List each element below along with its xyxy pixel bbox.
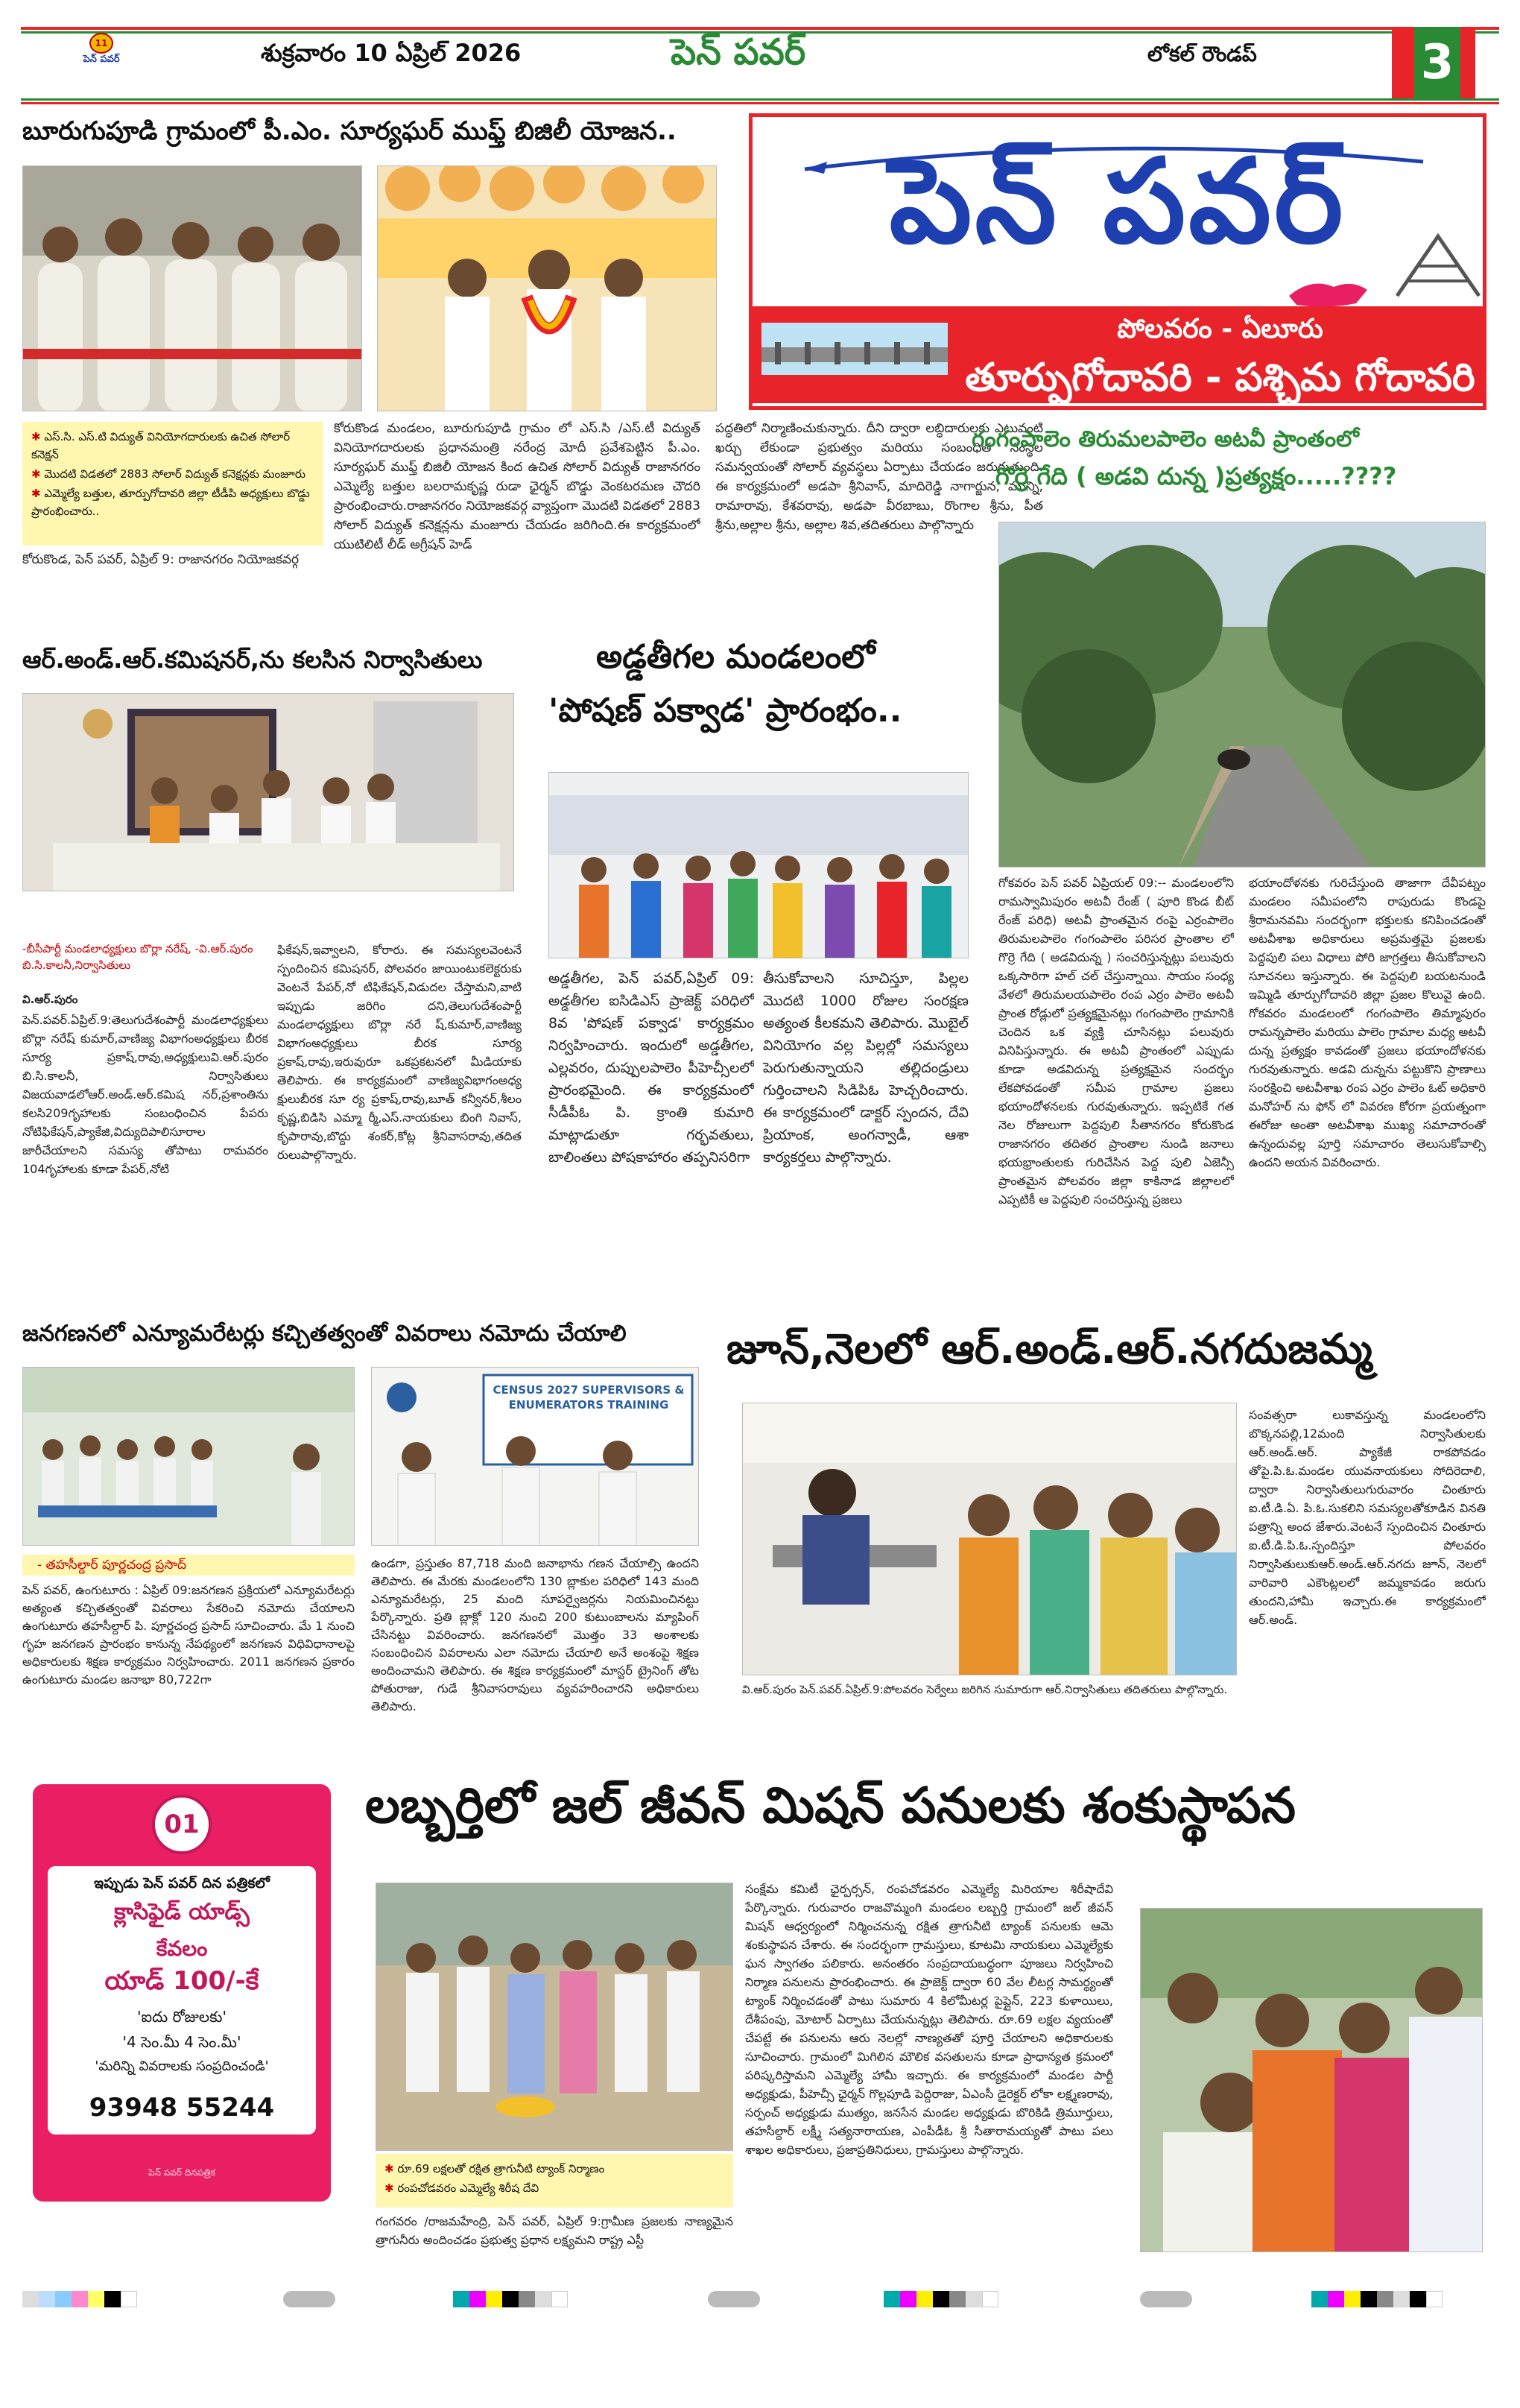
story7-bullet: ✱ రంపచోడవరం ఎమ్మెల్యే శిరీష దేవి [384, 2179, 724, 2197]
story1-col3: పద్ధతిలో నిర్మాణించుకున్నారు. దీని ద్వారా లబ్ధిదారులకు ఎటువంటి ఖర్చు లేకుండా ప్రభుత్వం మరియు సంబంధిత సంస్థల సమన్వయంతో సోలార్ వ్యవస్థలు ఏర్పాటు చేయడం జరుగుతుంది. ఈ కార్యక్రమంలో అడపా శ్రీనివాస్, మాదిరెడ్డి నాగార్జున, మున్ని, రామారావు, కేశవరావు, అడపా వీరబాబు, రొంగాల శ్రీను, పీత శ్రీను,అల్లాల శ్రీను, అల్లాల శివ,తదితరులు పాల్గొన్నారు [715, 421, 1043, 533]
story7-bullet: ✱ రూ.69 లక్షలతో రక్షిత త్రాగునీటి ట్యాంక్ నిర్మాణం [384, 2160, 724, 2178]
ad-footer: పెన్ పవర్ దినపత్రిక [148, 2167, 215, 2178]
logo-text: పెన్ పవర్ [83, 54, 120, 65]
color-bar-3 [884, 2291, 998, 2307]
masthead-box [749, 113, 1486, 410]
ad-line2: క్లాసిఫైడ్ యాడ్స్ [114, 1899, 250, 1925]
story1-bullets [22, 422, 323, 546]
story6-headline: జూన్,నెలలో ఆర్.అండ్.ఆర్.నగదుజమ్మ [726, 1325, 1372, 1374]
story4-headline1: గంగంపాలెం తిరుమలపాలెం అటవీ ప్రాంతంలో [972, 426, 1359, 452]
header-bottom-red [21, 102, 1499, 104]
story4-headline2: గొర్రె గేది ( అడవి దున్న )ప్రత్యక్షం.....???? [995, 462, 1397, 490]
story6-col1: సంవత్సరా లుకావస్తున్న మండలంలోని బొక్కనపల్లి,12మంది నిర్వాసితులకు ఆర్.అండ్.ఆర్. ప్యాకేజీ రాకపోవడం తోపై.పి.ఓ.మండల యువనాయకులు సోదిరెదాలి, ద్వారా నిర్వాసితులుగురువారం చింతూరు ఐ.టీ.డి.ఏ. పి.ఓ.సుకలిని సమస్యలతోకూడిన వినతి పత్రాన్ని అంద జేశారు.వెంటనే స్పందించిన చింతూరు ఐ.టీ.డి.పి.ఓ.స్పందిస్తూ పోలవరం నిర్వాసితులుకుఆర్.అండ్.ఆర్.నగదు జూన్, నెలలో వారివారి ఎకౌంట్లలలో జమ్మకావడం జరుగు తుందని,హామీ ఇచ్చారు.ఈ కార్యక్రమంలో ఆర్.అండ్. [1249, 1408, 1486, 1627]
ad-line6: '4 సెం.మీ 4 సెం.మీ' [122, 2033, 241, 2051]
story2-photo-office [22, 693, 514, 891]
story7-col1: గంగవరం /రాజమహేంద్రి, పెన్ పవర్, ఏప్రిల్ 9:గ్రామీణ ప్రజలకు నాణ్యమైన త్రాగునీరు అందించడం ప్రభుత్వ ప్రధాన లక్ష్యమని రాష్ట్ర ఎస్టీ [376, 2214, 733, 2247]
story7-col2: సంక్షేమ కమిటీ ఛైర్పర్సన్, రంపచోడవరం ఎమ్మెల్యే మిరియాల శిరీషాదేవి పేర్కొన్నారు. గురువారం రాజవొమ్మంగి మండలం లబ్బర్తి గ్రామంలో జల్ జీవన్ మిషన్ ఆధ్వర్యంలో నిర్మించనున్న రక్షిత త్రాగునీటి ట్యాంక్ పనులకు ఆమె శంకుస్థాపన చేశారు. ఈ సందర్భంగా గ్రామస్తులు, కూటమి నాయకులు ఎమ్మెల్యేకు ఘన స్వాగతం పలికారు. అనంతరం సంప్రదాయబద్ధంగా పూజలు నిర్వహించి నిర్మాణ పనులను ప్రారంభించారు. ఈ ప్రాజెక్ట్ ద్వారా 60 వేల లీటర్ల సామర్థ్యంతో ట్యాంక్ నిర్మించడంతో పాటు సుమారు 4 కిలోమీటర్ల పైప్లైన్, 223 కుళాయిలు, దేశీపంపు, మోటార్ ఏర్పాటు చేయనున్నట్లు తెలిపారు. రూ.69 లక్షల వ్యయంతో చేపట్టే ఈ పనులను ఆరు నెలల్లో నాణ్యతతో పూర్తి చేయాలని అధికారులకు సూచించారు. గ్రామంలో మిగిలిన మౌలిక వసతులను కూడా ప్రాధాన్యత క్రమంలో పరిష్కరిస్తామని ఎమ్మెల్యే హామీ ఇచ్చారు. ఈ కార్యక్రమంలో మండల పార్టీ అధ్యక్షుడు, పీహెచ్సీ ఛైర్మన్ గొల్లపూడి పెద్దిరాజు, ఏఎంసీ డైరెక్టర్ లోకా లక్ష్మణరావు, సర్పంచ్ అధ్యక్షుడు ముత్యం, జనసేన మండల అధ్యక్షుడు బొరికిడి త్రిమూర్తులు, తహసీల్దార్ లక్ష్మీ సత్యనారాయణ, ఎంపీడీఓ శ్రీ సీతారామయ్యతో పాటు పలు శాఖల అధికారులు, ప్రజాప్రతినిధులు, గ్రామస్తులు పాల్గొన్నారు. [745, 1882, 1113, 2157]
ad-line1: ఇప్పుడు పెన్ పవర్ దిన పత్రికలో [94, 1875, 270, 1892]
section-label: లోకల్ రౌండప్ [1147, 42, 1257, 66]
story5-photo-training [371, 1367, 699, 1546]
story5-photo-hall [22, 1367, 355, 1546]
story3-photo [548, 772, 969, 958]
story2-headline: ఆర్.అండ్.ఆర్.కమిషనర్,ను కలసిన నిర్వాసితులు [22, 645, 483, 674]
polavaram-dam-icon [753, 306, 957, 403]
ad-line7: 'మరిన్ని వివరాలకు సంప్రదించండి' [95, 2058, 269, 2074]
ad-line3: కేవలం [156, 1936, 208, 1961]
story5-col2: ఉండగా, ప్రస్తుతం 87,718 మంది జనాభాను గణన చేయాల్సి ఉందని తెలిపారు. ఈ మేరకు మండలంలోని 130 బ్లాకుల పరిధిలో 143 మంది ఎన్యూమరేటర్లు, 25 మంది సూపర్వైజర్లను నియమించినట్టు పేర్కొన్నారు. ప్రతి బ్లాక్లో 120 నుంచి 200 కుటుంబాలను మ్యాపింగ్ చేసినట్టు వివరించారు. జనగణనలో మొత్తం 33 అంశాలకు సంబంధించిన వివరాలను ఎలా నమోదు చేయాలి అనే అంశంపై శిక్షణ అందించామని తెలిపారు. ఈ శిక్షణ కార్యక్రమంలో మాస్టర్ ట్రైనింగ్ తోట పోతురాజు, గుడే శ్రీనివాసరావులు వ్యవహరించారని అధికారులు తెలిపారు. [371, 1556, 699, 1713]
gray-bar-2 [708, 2291, 760, 2310]
story7-bullets [376, 2154, 733, 2208]
ad-line4: యాడ్ 100/-కే [104, 1966, 259, 1996]
story3-headline1: అడ్డతీగల మండలంలో [596, 638, 875, 676]
state-map-icon [1282, 274, 1371, 311]
story2-col2: ఫికేషన్,ఇవ్వాలని, కోరారు. ఈ సమస్యలవెంటనే స్పందించిన కమిషనర్, పోలవరం జాయింటుకలెక్టరుకు వెంటనే పేపర్,నో టిఫికేషన్,విడుదల చేస్తామని,వాటి ఇప్పుడు జరిగిం దని,తెలుగుదేశంపార్టీ మండలాధ్యక్షులు బొర్లా నరే ష్,కుమార్,వాణిజ్య విభాగంఅధ్యక్షులు బీరక సూర్య ప్రకాష్,రావు,ఇరువురూ ఒకప్రకటనలో మీడియాకు తెలిపారు. ఈ కార్యక్రమంలో వాణిజ్యవిభాగంఅధ్య క్షులుబీరక సూ ర్య ప్రకాష్,రావు,బూత్ కన్వీనర్,శీలం కృష్ణ,బిడిసి ఎమ్మా ర్మీ,ఎస్.నాయకులు బింగి నివాస్, కృపారావు,బొద్దు శంకర్,కోట్ల శ్రీనివాసరావు,తదిత రులుపాల్గొన్నారు. [277, 943, 522, 1162]
masthead-red-band-left [753, 306, 957, 403]
masthead-red-band [957, 306, 1483, 403]
story1-photo-ribbon [22, 165, 362, 411]
story5-headline: జనగణనలో ఎన్యూమరేటర్లు కచ్చితత్వంతో వివరాలు నమోదు చేయాలి [22, 1321, 627, 1347]
story7-photo-ceremony [376, 1883, 733, 2151]
story4-forest-photo [998, 522, 1486, 868]
masthead-line1: పోలవరం - ఏలూరు [1117, 314, 1323, 344]
masthead-title: పెన్ పవర్ [889, 133, 1346, 269]
classified-ad[interactable] [33, 1784, 331, 2202]
census-banner-text: CENSUS 2027 SUPERVISORS & ENUMERATORS TRAINING [493, 1383, 685, 1412]
story3-headline2: 'పోషణ్ పక్వాడ' ప్రారంభం.. [548, 692, 902, 730]
masthead-pen-stroke [797, 139, 1438, 184]
page-number: 3 [1414, 27, 1460, 98]
color-bar-2 [453, 2291, 568, 2307]
page-tab-bar-right [1460, 27, 1475, 98]
story2-caption2: వి.ఆర్.పురం [22, 993, 78, 1006]
story1-col2: కోరుకొండ మండలం, బూరుగుపూడి గ్రామం లో ఎస్.సి /ఎస్.టీ విద్యుత్ వినియోగదారులకు ప్రధానమంత్రి నరేంద్ర మోదీ ప్రవేశపెట్టిన పీ.ఎం. సూర్యఘర్ ముఫ్త్ బిజిలీ యోజన కింద ఉచిత సోలార్ విద్యుత్ రాజానగరం ఎమ్మెల్యే బత్తుల బలరామకృష్ణ రుడా ఛైర్మన్ బొడ్డు వెంకటరమణ చౌదరి ప్రారంభించారు.రాజానగరం నియోజకవర్గ వ్యాప్తంగా మొదటి విడతలో 2883 సోలార్ విద్యుత్ కనెక్షన్లను మంజూరు చేయడం జరిగింది.ఈ కార్యక్రమంలో యుటిలిటీ లీడ్ అగ్రీషన్ హెడ్ [334, 421, 700, 552]
story6-caption: వి.ఆర్.పురం పెన్.పవర్.ఏప్రిల్.9:పోలవరం సెర్వేలు జరిగిన సుమారుగా ఆర్.నిర్వాసితులు తదితరులు పాల్గొన్నారు. [742, 1683, 1228, 1696]
story5-col1: పెన్ పవర్, ఉంగుటూరు : ఏప్రిల్ 09:జనగణన ప్రక్రియలో ఎన్యూమరేటర్లు అత్యంత కచ్చితత్వంతో వివరాలు సేకరించి నమోదు చేయాలని ఉంగుటూరు తహసీల్దార్ పి. పూర్ణచంద్ర ప్రసాద్ సూచించారు. మే 1 నుంచి గృహ జనగణన ప్రారంభం కానున్న నేపథ్యంలో జనగణన విధివిధానాలపై అధికారులకు శిక్షణ కార్యక్రమం నిర్వహించారు. 2011 జనగణన ప్రకారం ఉంగుటూరు మండల జనాభా 80,722గా [22, 1583, 355, 1687]
story1-bullet: ✱ మొదటి విడతలో 2883 సోలార్ విద్యుత్ కనెక్షన్లకు మంజూరు [31, 465, 314, 483]
bridge-icon [1393, 229, 1483, 303]
color-bar-4 [1311, 2291, 1443, 2307]
gray-bar-3 [1140, 2291, 1192, 2310]
top-stripe-red [21, 27, 1499, 30]
header-bottom-green [21, 98, 1499, 101]
story3-col2: తీసుకోవాలని సూచిస్తూ, పిల్లల మొదటి 1000 రోజుల సంరక్షణ అత్యంత కీలకమని తెలిపారు. మొబైల్ వినియోగం వల్ల పిల్లల్లో సమస్యలు పెరుగుతున్నాయని తల్లిదండ్రులు గుర్తించాలని సిడిపిఓ హెచ్చరించారు. ఈ కార్యక్రమంలో డాక్టర్ స్పందన, దేవి ప్రియాంక, అంగన్వాడీ, ఆశా కార్యకర్తలు పాల్గొన్నారు. [763, 970, 969, 1166]
story1-bullet: ✱ ఎస్.సి. ఎస్.టి విద్యుత్ వినియోగదారులకు ఉచిత సోలార్ కనెక్షన్ [31, 428, 314, 464]
story4-col2: భయాందోళనకు గురిచేస్తుంది తాజాగా దేవీపట్నం మండలం సమీపంలోని రాపురుడు కొండపై శ్రీరామనవమి సందర్భంగా భక్తులకు కనిపించడంతో అటవీశాఖ అధికారులు అప్రమత్తమై ప్రజలకు పెద్దపులి పలు విధాలు పోరి జాగ్రత్తలు తీసుకోవాలని సూచనలు ఇస్తున్నారు. ఈ పెద్దపులి బయటనుండి ఇమ్మిడి తూర్పుగోదావరి జిల్లా ప్రజల కొలువై ఉంది. గోకవరం మండలంలో గంగంపాలెం తిమ్మాపురం రామన్నపాలెం మరియు పాలెం గ్రామాల మధ్య అటవీ దున్న ప్రత్యక్షం కావడంతో ప్రజలు భయాందోళనకు గురవుతున్నారు. అడవి దున్నను పట్టుకొని ప్రాణాలు సంరక్షించి అటవీశాఖ రంప ఎర్రం పాలెం ఓట్ అధికారి మనోహర్ ను ఫోన్ లో వివరణ కోరగా ప్రయత్నంగా ఈరోజు అంతా అటవీశాఖ ముఖ్య సమాచారంతో ఉన్నందువల్ల పూర్తి సమాచారం తెలుసుకోవాల్సి ఉందని అయన వివరించారు. [1249, 876, 1486, 1169]
story1-col1: కోరుకొండ, పెన్ పవర్, ఏప్రిల్ 9: రాజానగరం నియోజకవర్గ [22, 552, 300, 567]
paper-logo: 11 పెన్ పవర్ [72, 33, 131, 75]
page-tab-bar-left [1392, 27, 1414, 98]
story2-caption: -బీసీపార్టీ మండలాధ్యక్షులు బొర్లా నరేష్, -వి.ఆర్.పురం బి.సి.కాలనీ,నిర్వాసితులు [22, 942, 253, 972]
story6-photo [742, 1403, 1237, 1675]
story7-headline: లబ్బర్తిలో జల్ జీవన్ మిషన్ పనులకు శంకుస్థాపన [365, 1777, 1296, 1834]
ad-phone[interactable]: 93948 55244 [89, 2093, 275, 2123]
color-bar-1 [22, 2291, 137, 2307]
story3-col1: అడ్డతీగల, పెన్ పవర్,ఏప్రిల్ 09: అడ్డతీగల ఐసిడిఎస్ ప్రాజెక్ట్ పరిధిలో 8వ 'పోషణ్ పక్వాడ' కార్యక్రమం నిర్వహించారు. ఇందులో అడ్డతీగల, ఎల్లవరం, దుప్పులపాలెం పీహెచ్సీలలో ప్రారంభమైంది. ఈ కార్యక్రమంలో సీడీపీఓ పి. క్రాంతి కుమారి మాట్లాడుతూ గర్భవతులు, బాలింతలు పోషకాహారం తప్పనిసరిగా [548, 970, 754, 1166]
ad-line5: 'ఐదు రోజులకు' [137, 2008, 227, 2026]
header-title: పెన్ పవర్ [671, 31, 806, 73]
ad-number: 01 [152, 1795, 212, 1854]
story1-headline: బూరుగుపూడి గ్రామంలో పీ.ఎం. సూర్యఘర్ ముఫ్త్ బిజిలీ యోజన.. [22, 116, 677, 146]
story1-photo-garland [377, 165, 717, 411]
masthead-line2: తూర్పుగోదావరి - పశ్చిమ గోదావరి [965, 355, 1475, 400]
gray-bar-1 [283, 2291, 335, 2310]
ad-footer-band [33, 2145, 331, 2202]
story7-photo-villagers [1140, 1908, 1483, 2252]
story2-col1: పెన్.పవర్.ఏప్రిల్.9:తెలుగుదేశంపార్టీ మండలాధ్యక్షులు బొర్లా నరేష్ కుమార్,వాణిజ్య విభాగంఅధ్యక్షులు బీరక సూర్య ప్రకాష్,రావు,అధ్యక్షులువి.ఆర్.పురం బి.సి.కాలనీ, నిర్వాసితులు విజయవాడలోఆర్.అండ్.ఆర్.కమిష నర్,ప్రశాంతిను కలసి209గృహాలకు సంబంధించిన పేపరు నోటిఫికేషన్,ప్యాకేజి,విద్యుదిపాలిసూరాల జారీచేయాలని సమస్య తోపాటు రామవరం 104గృహాలకు కూడా పేపర్,నోటి [22, 1013, 268, 1176]
date-line: శుక్రవారం 10 ఏప్రిల్ 2026 [261, 39, 522, 67]
story1-bullet: ✱ ఎమ్మెల్యే బత్తుల, తూర్పుగోదావరి జిల్లా టీడీపి అధ్యక్షులు బొడ్డు ప్రారంభించారు.. [31, 484, 314, 520]
story4-col1: గోకవరం పెన్ పవర్ ఏప్రియల్ 09:-- మండలంలోని రామస్వామిపురం అటవీ రేంజ్ ( పూరి కొండ బీట్ రేంజ్ పరిధి) అటవీ ప్రాంతమైన రంపై ఎర్రంపాలెం తిరుమలపాలెం గంగంపాలెం పరిసర ప్రాంతాల లో గొర్రె గేది ( అడవిదున్న ) సంచరిస్తున్నట్లు పలువురు ఒక్కసారిగా హల్ చల్ చేస్తున్నాయి. సాయం సంధ్య వేళలో తిరుమలయపాలెం రంప ఎర్రం పాలెం అటవీ ప్రాంత రోడ్లులో ప్రత్యక్షమైనట్లు గంగంపాలెం గ్రామానికి చెందిన ఒక వ్యక్తి చూసినట్లు పలువురు వినిపిస్తున్నారు. ఈ అటవీ ప్రాంతంలో ఎప్పుడు కూడా అడవిదున్న ప్రత్యక్షమైన సందర్భం లేకపోవడంతో సమీప గ్రామాల ప్రజలు భయాందోళనలకు గురవుతున్నారు. ఇప్పటికే గత నెల రోజులుగా పెద్దపులి సీతానగరం కోరుకొండ రాజానగరం తదితర ప్రాంతాల నుండి జనాలు భయభ్రాంతులకు గురిచేసిన పెద్ద పులి ఏజెన్సీ ప్రాంతమైన పోలవరం జిల్లా కాకినాడ జిల్లాలలో ఎప్పటికీ ఆ పెద్దపులి సంచరిస్తున్న ప్రజలు [998, 876, 1234, 1207]
story5-caption: - తహసీల్దార్ పూర్ణచంద్ర ప్రసాద్ [22, 1555, 355, 1576]
